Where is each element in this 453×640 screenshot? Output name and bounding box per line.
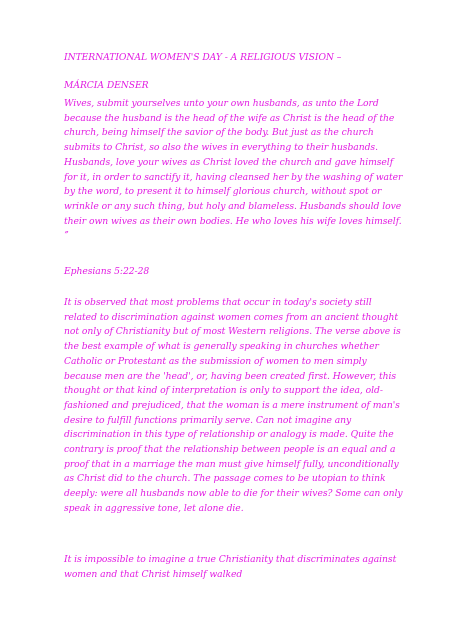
body-paragraph: It is impossible to imagine a true Christianity that discriminates against women and that Christ himself walked (64, 554, 397, 580)
scripture-citation: Ephesians 5:22-28 (64, 266, 150, 277)
body-paragraph: It is observed that most problems that occur in today's society still related to discrimination against women comes from an ancient thought not only of Christianity but of most Western religions. The verse above is the best example of what is generally speaking in churches whether Catholic or Protestant as the submission of women to men simply because men are the 'head', or, having been created first. However, this thought or that kind of interpretation is only to support the idea, old-fashioned and prejudiced, that the woman is a mere instrument of man's desire to fulfill functions primarily serve. Can not imagine any discrimination in this type of relationship or analogy is made. Quite the contrary is proof that the relationship between people is an equal and a proof that in a marriage the man must give himself fully, unconditionally as Christ did to the church. The passage comes to be utopian to think deeply: were all husbands now able to die for their wives? Some can only speak in aggressive tone, let alone die. (64, 297, 403, 514)
scripture-quote: Wives, submit yourselves unto your own husbands, as unto the Lord because the husband is the head of the wife as Christ is the head of the church, being himself the savior of the body. But just as the church submits to Christ, so also the wives in everything to their husbands. Husbands, love your wives as Christ loved the church and gave himself for it, in order to sanctify it, having cleansed her by the washing of water by the word, to present it to himself glorious church, without spot or wrinkle or any such thing, but holy and blameless. Husbands should love their own wives as their own bodies. He who loves his wife loves himself. ˮ (64, 98, 403, 242)
document-title: INTERNATIONAL WOMEN'S DAY - A RELIGIOUS VISION – (64, 52, 342, 63)
document-author: MÁRCIA DENSER (64, 80, 149, 91)
